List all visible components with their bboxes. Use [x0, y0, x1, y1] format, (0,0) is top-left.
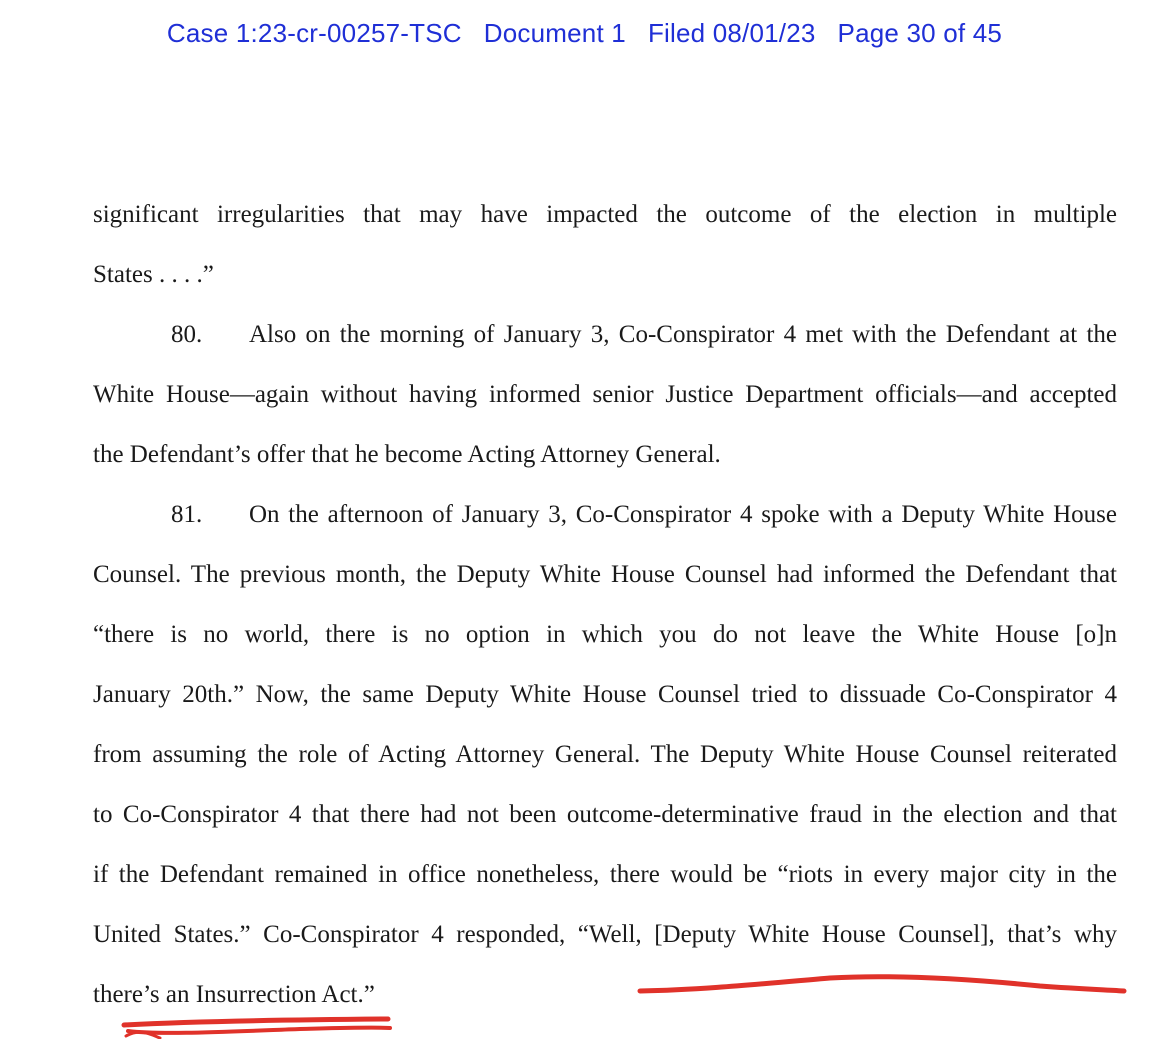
document-body [93, 185, 1117, 1025]
text-line: there’s an Insurrection Act.” [93, 981, 375, 1008]
paragraph-number: 81. [171, 501, 203, 528]
text-line: from assuming the role of Acting Attorney General. The Deputy White House Counsel reiterated [93, 741, 1117, 768]
page-number: Page 30 of 45 [837, 18, 1003, 48]
text-line: “there is no world, there is no option in which you do not leave the White House [o]n [93, 621, 1117, 648]
text-line: significant irregularities that may have impacted the outcome of the election in multiple [93, 201, 1117, 228]
paragraph-80-first-line [93, 305, 1117, 365]
paragraph-number: 80. [171, 321, 203, 348]
paragraph-81-first-line [93, 485, 1117, 545]
case-number: Case 1:23-cr-00257-TSC [166, 18, 462, 48]
filed-date: Filed 08/01/23 [647, 18, 816, 48]
document-number: Document 1 [483, 18, 626, 48]
text-line: Also on the morning of January 3, Co-Conspirator 4 met with the Defendant at the [249, 321, 1117, 348]
case-header [0, 18, 1169, 49]
text-line: January 20th.” Now, the same Deputy White House Counsel tried to dissuade Co-Conspirator 4 [93, 681, 1117, 708]
text-line: to Co-Conspirator 4 that there had not been outcome-determinative fraud in the election and that [93, 801, 1117, 828]
text-line: United States.” Co-Conspirator 4 responded, “Well, [Deputy White House Counsel], that’s why [93, 921, 1117, 948]
text-line: the Defendant’s offer that he become Acting Attorney General. [93, 441, 721, 468]
text-line: Counsel. The previous month, the Deputy White House Counsel had informed the Defendant that [93, 561, 1117, 588]
text-line: White House—again without having informed senior Justice Department officials—and accepted [93, 381, 1117, 408]
text-line: States . . . .” [93, 261, 214, 288]
text-line: On the afternoon of January 3, Co-Conspirator 4 spoke with a Deputy White House [249, 501, 1117, 528]
red-underline-left-3 [126, 1032, 160, 1038]
text-line: if the Defendant remained in office nonetheless, there would be “riots in every major city in the [93, 861, 1117, 888]
red-underline-left-2 [128, 1028, 390, 1033]
